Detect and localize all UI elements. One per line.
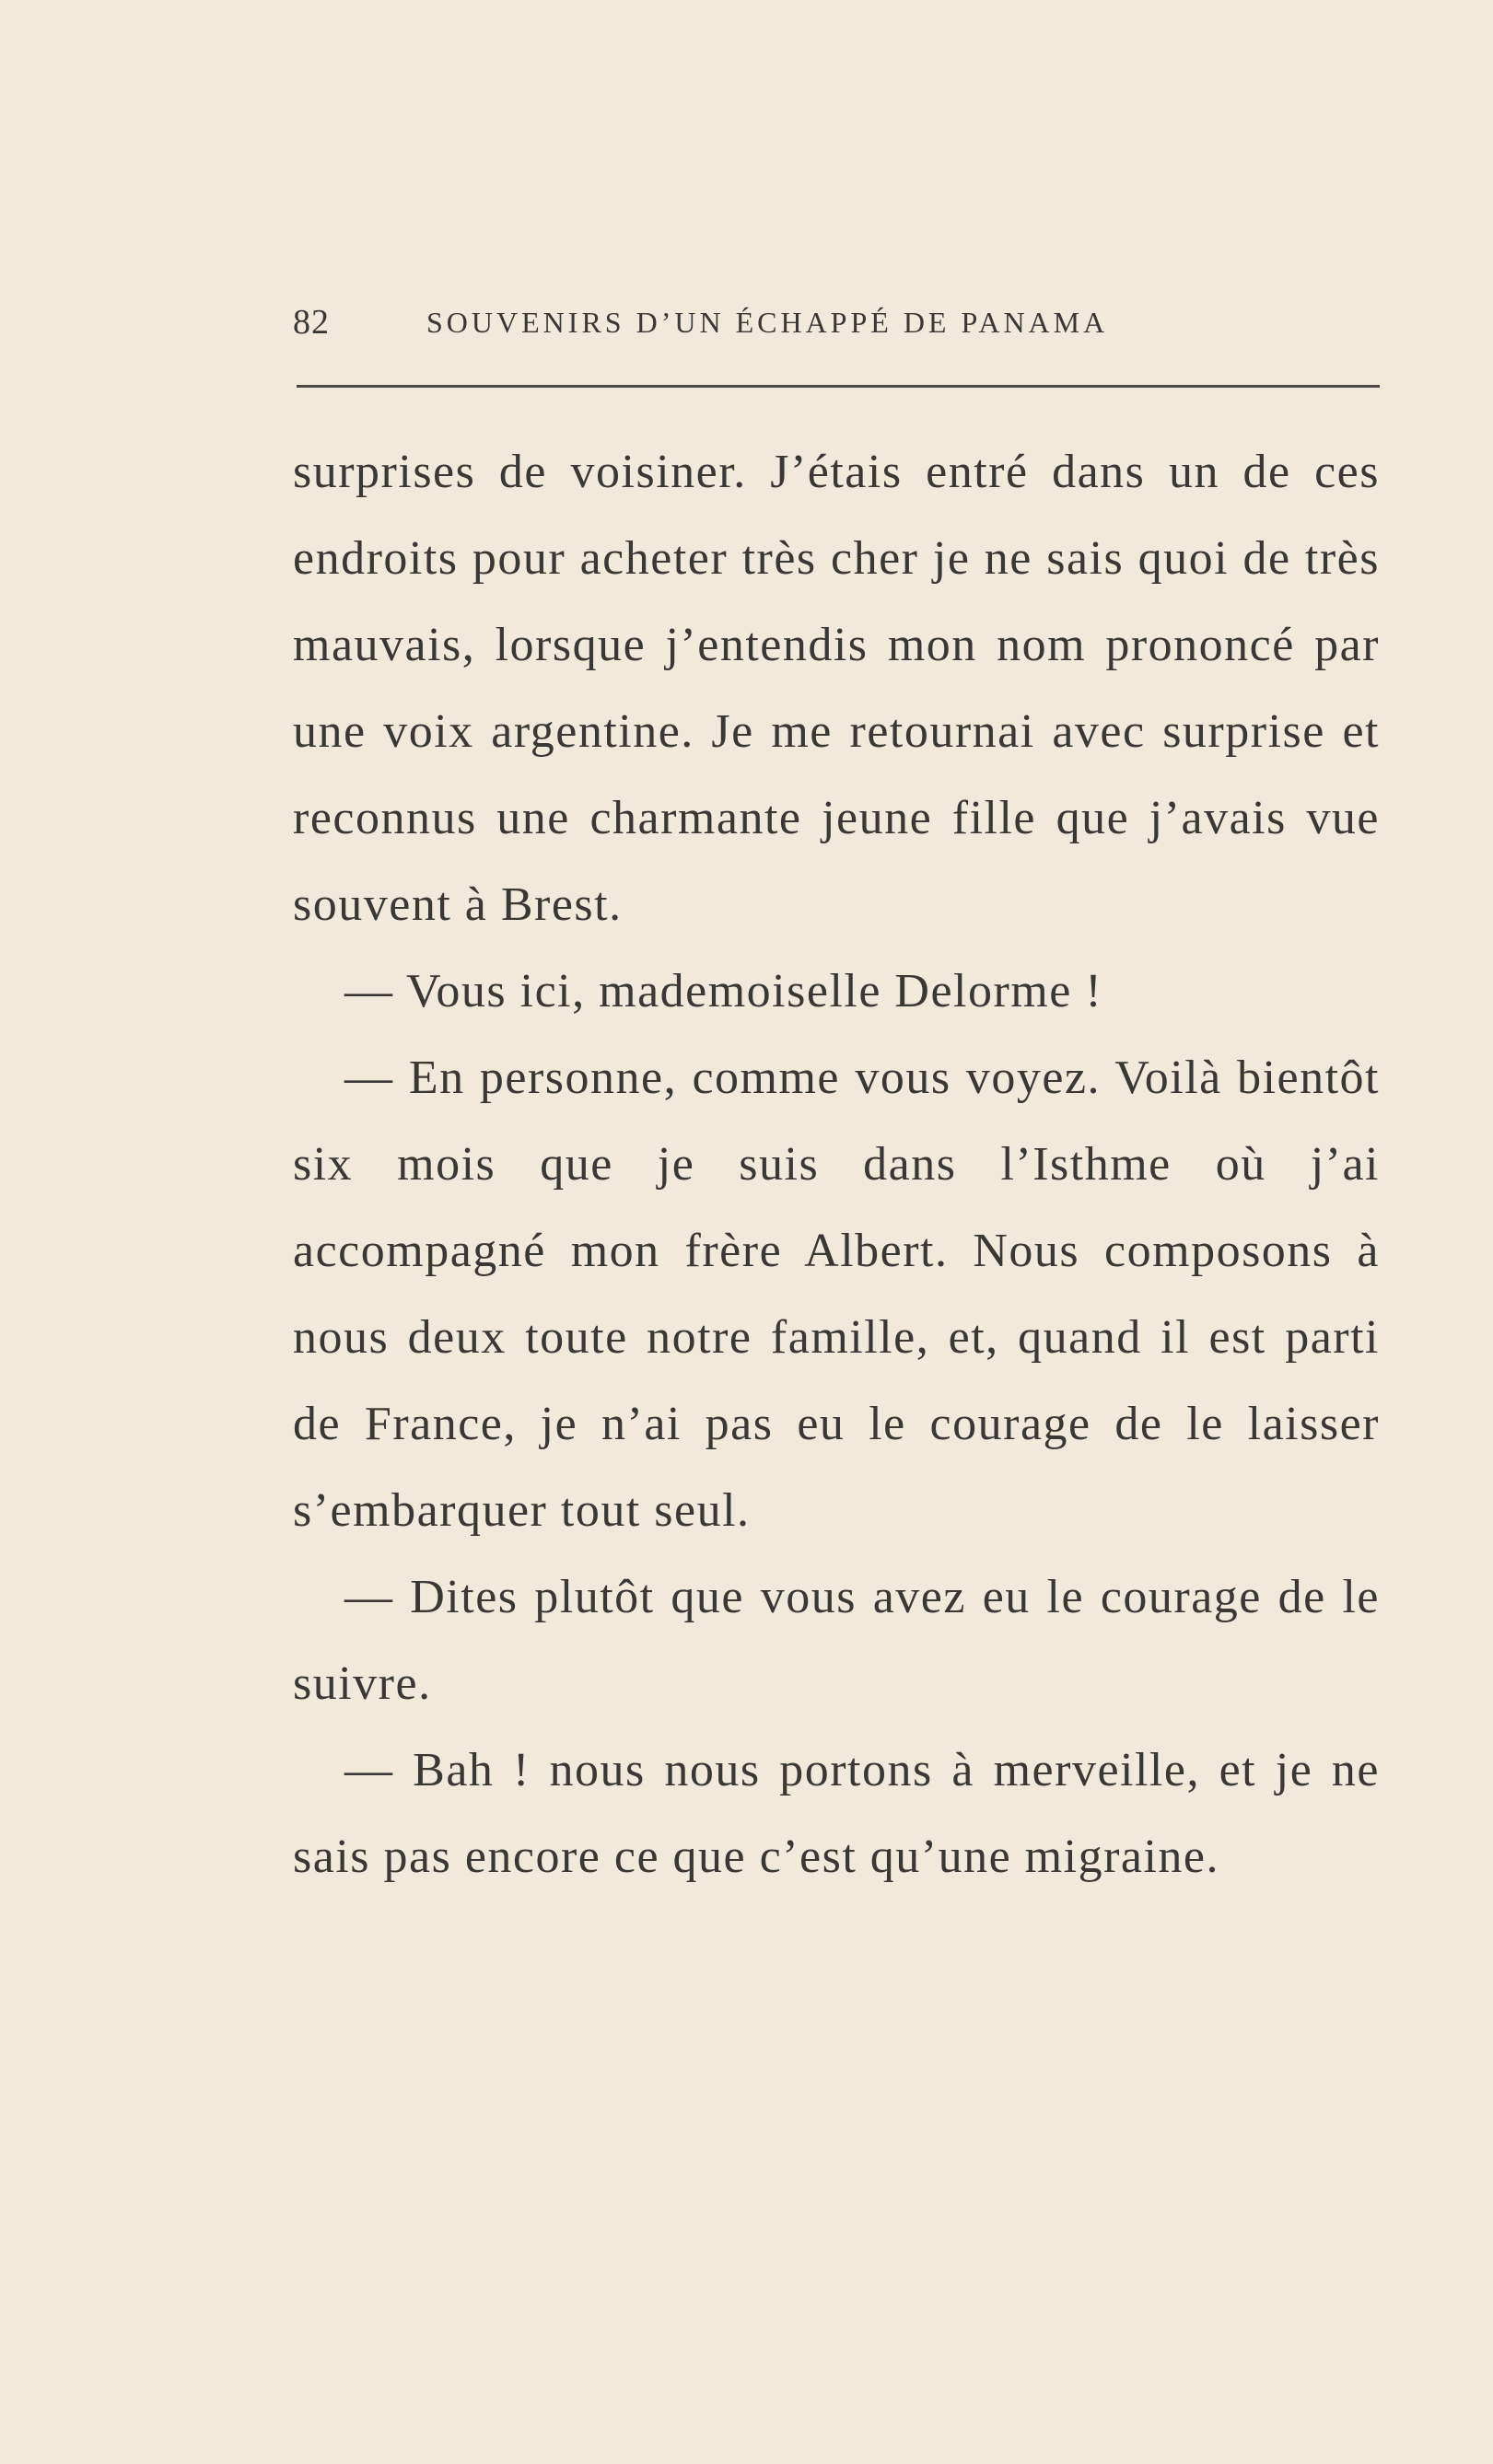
page-number: 82 xyxy=(293,303,330,342)
header-rule xyxy=(297,385,1380,388)
running-title: SOUVENIRS D’UN ÉCHAPPÉ DE PANAMA xyxy=(426,306,1109,339)
dialogue-line: — En personne, comme vous voyez. Voilà bientôt six mois que je suis dans l’Isthme où j’ai accompagné mon frère Albert. Nous composons à nous deux toute notre famille, et, quand il est parti de France, je n’ai pas eu le courage de le laisser s’embarquer tout seul. xyxy=(293,1052,1380,1537)
dialogue-line: — Bah ! nous nous portons à merveille, et je ne sais pas encore ce que c’est qu’une migraine. xyxy=(293,1744,1380,1883)
paragraph-continued: surprises de voisiner. J’étais entré dans un de ces endroits pour acheter très cher je ne sais quoi de très mauvais, lorsque j’entendis mon nom prononcé par une voix argentine. Je me retournai avec surprise et reconnus une charmante jeune fille que j’avais vue souvent à Brest. xyxy=(293,446,1380,931)
dialogue-line: — Vous ici, mademoiselle Delorme ! xyxy=(344,965,1103,1017)
page-header xyxy=(293,302,1378,348)
dialogue-line: — Dites plutôt que vous avez eu le courage de le suivre. xyxy=(293,1571,1380,1710)
body-text xyxy=(293,429,1380,1900)
